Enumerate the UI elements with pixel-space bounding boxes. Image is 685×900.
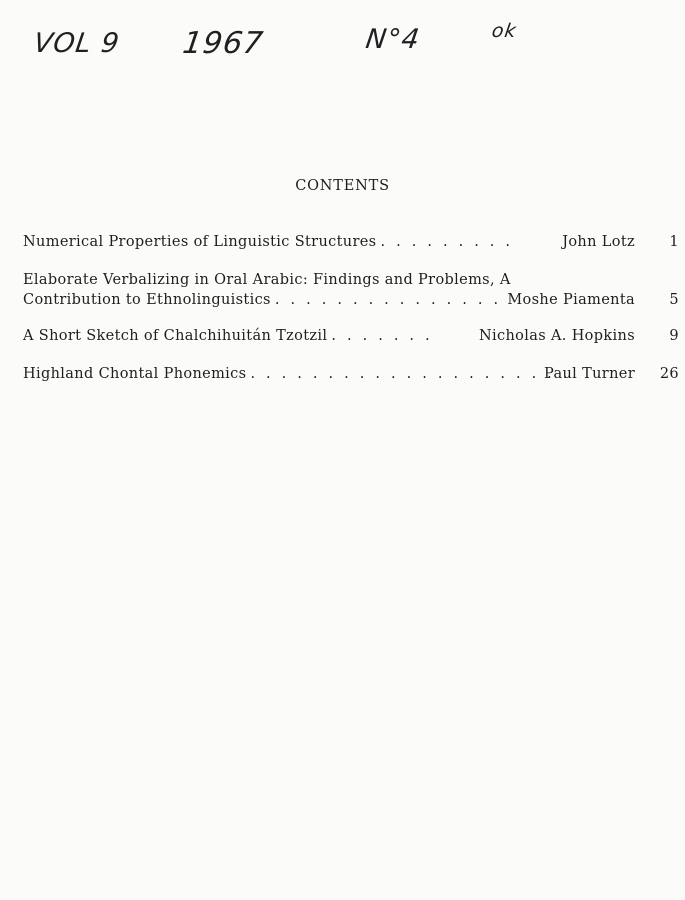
toc-dot-leader: . . . . . . . . . . . . . . . . . . . . .	[250, 366, 571, 382]
toc-entry	[23, 232, 683, 270]
handwritten-issue-number: N°4	[363, 24, 423, 55]
toc-entry-line	[23, 290, 683, 310]
toc-entry-line	[23, 326, 683, 346]
toc-entry-title: A Short Sketch of Chalchihuitán Tzotzil	[23, 328, 328, 344]
toc-entry-title: Numerical Properties of Linguistic Structures	[23, 234, 377, 250]
handwritten-volume: VOL 9	[31, 28, 122, 59]
toc-entry-author: Moshe Piamenta	[507, 292, 635, 308]
table-of-contents	[23, 232, 683, 394]
handwritten-check-mark: ok	[490, 20, 519, 42]
contents-heading: CONTENTS	[295, 178, 390, 194]
toc-entry	[23, 364, 683, 394]
toc-entry-author: John Lotz	[562, 234, 635, 250]
toc-entry-page-number: 9	[669, 328, 679, 344]
toc-entry-title-continued: Contribution to Ethnolinguistics	[23, 292, 271, 308]
toc-entry-page-number: 5	[669, 292, 679, 308]
toc-entry-title: Highland Chontal Phonemics	[23, 366, 247, 382]
toc-entry	[23, 326, 683, 364]
toc-entry-title: Elaborate Verbalizing in Oral Arabic: Findings and Problems, A	[23, 272, 511, 288]
toc-entry	[23, 270, 683, 326]
toc-dot-leader: . . . . . . . . .	[380, 234, 514, 250]
toc-entry-line	[23, 232, 683, 252]
handwritten-year: 1967	[180, 26, 266, 61]
toc-dot-leader: . . . . . . .	[331, 328, 433, 344]
toc-entry-line	[23, 364, 683, 384]
toc-dot-leader: . . . . . . . . . . . . . . .	[274, 292, 502, 308]
toc-entry-page-number: 26	[659, 366, 679, 382]
toc-entry-author: Paul Turner	[544, 366, 635, 382]
toc-entry-page-number: 1	[669, 234, 679, 250]
toc-entry-author: Nicholas A. Hopkins	[478, 328, 635, 344]
toc-entry-line	[23, 270, 683, 290]
